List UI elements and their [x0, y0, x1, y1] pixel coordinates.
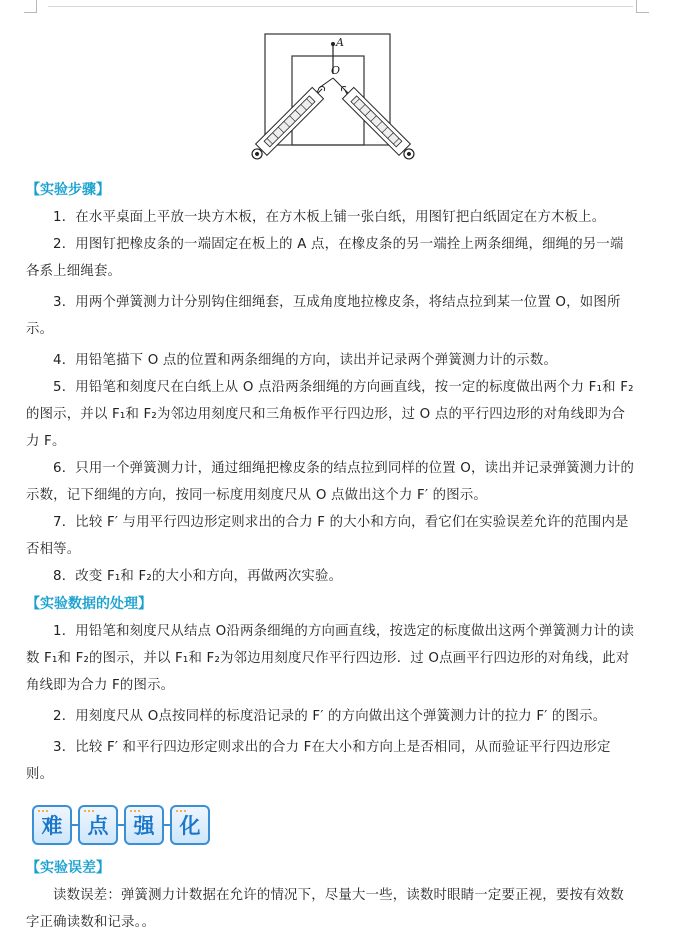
steps-heading: 【实验步骤】: [26, 182, 110, 198]
banner-tile: 点: [78, 805, 118, 845]
spring-scale-diagram: [235, 28, 430, 173]
page-corner-mark-left: [24, 0, 37, 13]
pin-point-a: [331, 42, 335, 46]
step-item: 5．用铅笔和刻度尺在白纸上从 O 点沿两条细绳的方向画直线，按一定的标度做出两个力 F₁和 F₂的图示，并以 F₁和 F₂为邻边用刻度尺和三角板作平行四边形，过 O 点的平行四边形的对角线即为合力 F。: [26, 380, 634, 449]
banner-tile: 化: [170, 805, 210, 845]
page-top-rule: [48, 6, 633, 7]
step-item: 2．用图钉把橡皮条的一端固定在板上的 A 点，在橡皮条的另一端拴上两条细绳，细绳的另一端各系上细绳套。: [26, 237, 624, 279]
step-item: 4．用铅笔描下 O 点的位置和两条细绳的方向，读出并记录两个弹簧测力计的示数。: [53, 353, 558, 368]
processing-item: 1．用铅笔和刻度尺从结点 O沿两条细绳的方向画直线，按选定的标度做出这两个弹簧测力计的读数 F₁和 F₂的图示，并以 F₁和 F₂为邻边用刻度尺作平行四边形．过 O点画平行四边形的对角线，此对角线即为合力 F的图示。: [26, 624, 635, 693]
processing-heading: 【实验数据的处理】: [26, 596, 152, 612]
error-heading: 【实验误差】: [26, 860, 110, 876]
step-item: 3．用两个弹簧测力计分别钩住细绳套，互成角度地拉橡皮条，将结点拉到某一位置 O，如图所示。: [26, 295, 621, 337]
step-item: 6．只用一个弹簧测力计，通过细绳把橡皮条的结点拉到同样的位置 O，读出并记录弹簧测力计的示数，记下细绳的方向，按同一标度用刻度尺从 O 点做出这个力 F′ 的图示。: [26, 461, 635, 503]
error-text: 读数误差：弹簧测力计数据在允许的情况下，尽量大一些，读数时眼睛一定要正视，要按有效数字正确读数和记录。。: [26, 888, 624, 930]
experiment-figure: [235, 28, 430, 173]
step-item: 7．比较 F′ 与用平行四边形定则求出的合力 F 的大小和方向，看它们在实验误差允许的范围内是否相等。: [26, 515, 629, 557]
processing-item: 2．用刻度尺从 O点按同样的标度沿记录的 F′ 的方向做出这个弹簧测力计的拉力 F′ 的图示。: [53, 709, 607, 724]
banner-tile: 强: [124, 805, 164, 845]
label-a: A: [336, 36, 344, 49]
label-o: O: [331, 64, 341, 77]
banner-tile: 难: [32, 805, 72, 845]
step-item: 1．在水平桌面上平放一块方木板，在方木板上铺一张白纸，用图钉把白纸固定在方木板上。: [53, 210, 606, 225]
difficulty-banner: [32, 804, 636, 846]
processing-item: 3．比较 F′ 和平行四边形定则求出的合力 F在大小和方向上是否相同，从而验证平行四边形定则。: [26, 740, 611, 782]
document-body: [26, 180, 636, 936]
step-item: 8．改变 F₁和 F₂的大小和方向，再做两次实验。: [53, 569, 343, 584]
left-spring-scale: [248, 81, 330, 163]
right-spring-scale: [336, 81, 418, 163]
page-corner-mark-right: [636, 0, 649, 13]
